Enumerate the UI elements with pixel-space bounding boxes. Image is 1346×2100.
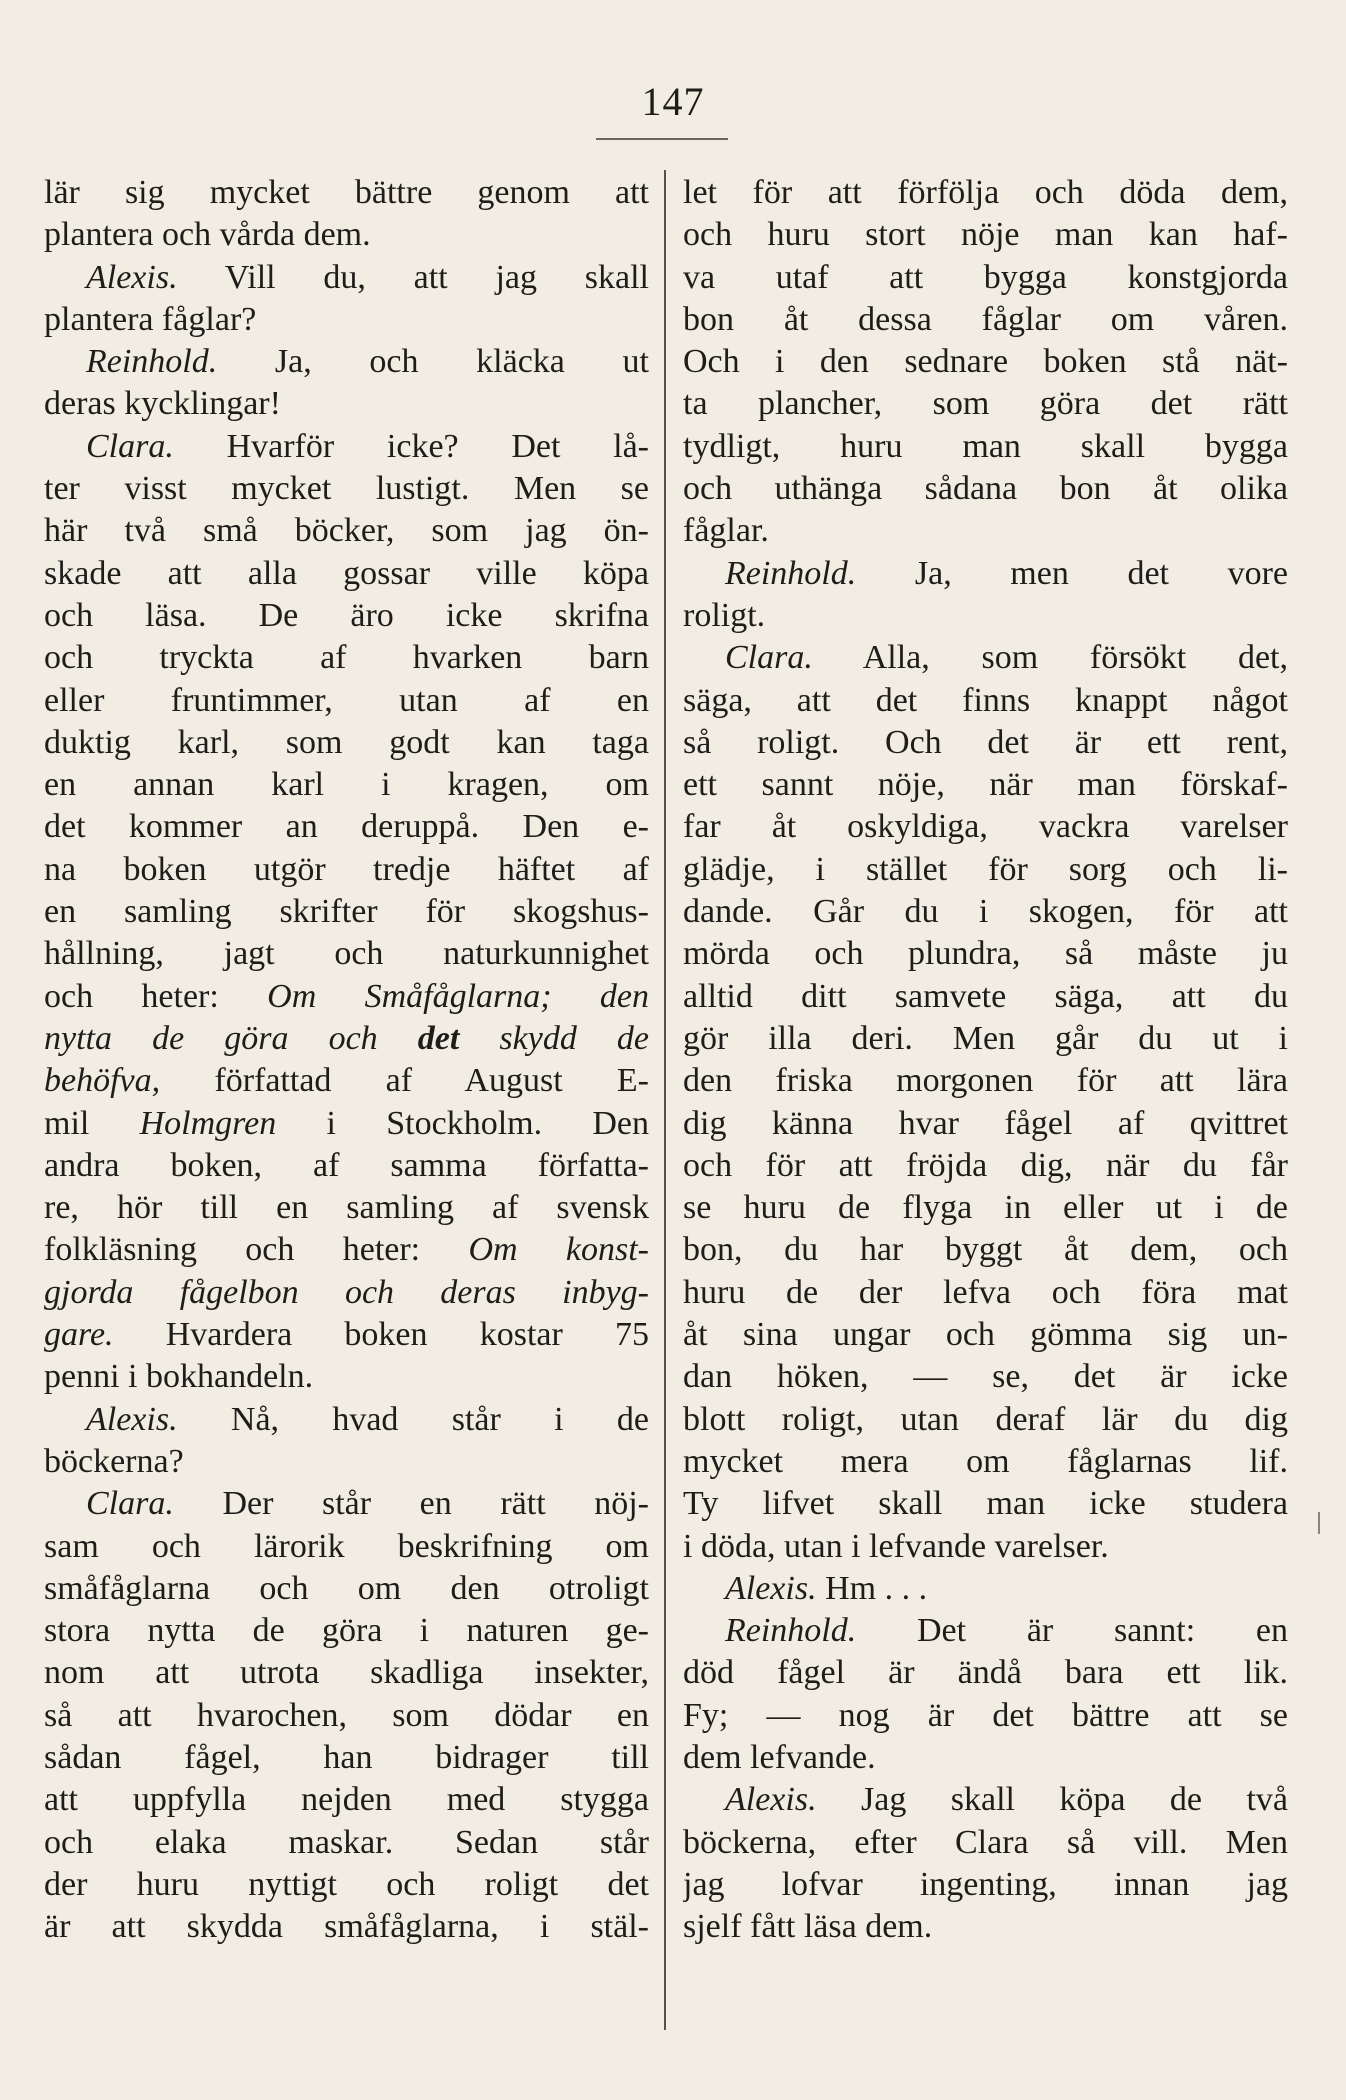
text-line [44, 595, 649, 637]
text-line [44, 257, 649, 299]
text-segment: duktig karl, som godt kan taga [44, 723, 649, 761]
text-line [44, 1272, 649, 1314]
text-segment: gare. [44, 1316, 114, 1354]
text-segment: den friska morgonen för att lära [683, 1062, 1288, 1100]
text-segment: i Stockholm. Den [276, 1104, 649, 1142]
header-rule [596, 138, 728, 140]
text-segment: sjelf fått läsa dem. [683, 1908, 933, 1946]
text-segment: sådan fågel, han bidrager till [44, 1738, 649, 1776]
text-line [44, 933, 649, 975]
text-line [683, 1652, 1288, 1694]
text-line [683, 1018, 1288, 1060]
text-line [44, 722, 649, 764]
text-segment: blott roligt, utan deraf lär du dig [683, 1400, 1288, 1438]
text-line [683, 426, 1288, 468]
text-segment: dande. Går du i skogen, för att [683, 893, 1288, 931]
text-segment: och huru stort nöje man kan haf- [683, 216, 1288, 254]
text-line [683, 806, 1288, 848]
text-line [44, 806, 649, 848]
text-line [44, 1187, 649, 1229]
text-line [683, 976, 1288, 1018]
text-line [683, 722, 1288, 764]
text-segment: Och i den sednare boken stå nät- [683, 343, 1288, 381]
text-segment: dan höken, — se, det är icke [683, 1358, 1288, 1396]
text-segment: så roligt. Och det är ett rent, [683, 723, 1288, 761]
text-line [44, 553, 649, 595]
text-segment: bon, du har byggt åt dem, och [683, 1231, 1288, 1269]
text-segment: mörda och plundra, så måste ju [683, 935, 1288, 973]
text-segment: se huru de flyga in eller ut i de [683, 1189, 1288, 1227]
text-line [44, 1229, 649, 1271]
text-line [683, 1145, 1288, 1187]
text-segment: är att skydda småfåglarna, i stäl- [44, 1908, 649, 1946]
text-line [44, 510, 649, 552]
text-segment: en samling skrifter för skogshus- [44, 893, 649, 931]
text-segment: bon åt dessa fåglar om våren. [683, 300, 1288, 338]
text-line [44, 1864, 649, 1906]
speaker-name: Alexis. [725, 1781, 817, 1819]
text-line [44, 299, 649, 341]
column-divider [664, 170, 666, 2030]
text-segment: penni i bokhandeln. [44, 1358, 314, 1396]
text-segment: mil [44, 1104, 140, 1142]
text-line [683, 1822, 1288, 1864]
text-line [683, 1399, 1288, 1441]
text-line [44, 849, 649, 891]
text-segment: sam och lärorik beskrifning om [44, 1527, 649, 1565]
text-line [683, 1272, 1288, 1314]
text-segment: andra boken, af samma författa- [44, 1146, 649, 1184]
text-segment: gör illa deri. Men går du ut i [683, 1019, 1288, 1057]
text-line [44, 637, 649, 679]
text-segment: det kommer an deruppå. Den e- [44, 808, 649, 846]
text-segment: alltid ditt samvete säga, att du [683, 977, 1288, 1015]
text-segment: Ja, men det vore [856, 554, 1288, 592]
text-segment: lär sig mycket bättre genom att [44, 174, 649, 211]
text-segment: behöfva, [44, 1062, 161, 1100]
text-segment: Hvardera boken kostar 75 [113, 1316, 649, 1354]
text-segment: na boken utgör tredje häftet af [44, 850, 649, 888]
text-segment: och för att fröjda dig, när du får [683, 1146, 1288, 1184]
text-line [683, 299, 1288, 341]
text-segment: författad af August E- [160, 1062, 649, 1100]
text-segment: ter visst mycket lustigt. Men se [44, 470, 649, 508]
text-segment: böckerna? [44, 1442, 184, 1480]
text-line [683, 1314, 1288, 1356]
text-segment: och läsa. De äro icke skrifna [44, 596, 649, 634]
text-line [683, 1906, 1288, 1948]
text-line [44, 1018, 649, 1060]
text-segment: i döda, utan i lefvande varelser. [683, 1527, 1109, 1565]
text-segment: Der står en rätt nöj- [173, 1485, 649, 1523]
text-line [683, 341, 1288, 383]
text-line [44, 764, 649, 806]
text-segment: död fågel är ändå bara ett lik. [683, 1654, 1288, 1692]
text-line [44, 680, 649, 722]
text-line [683, 214, 1288, 256]
speaker-name: Alexis. [725, 1569, 817, 1607]
text-segment: Fy; — nog är det bättre att se [683, 1696, 1288, 1734]
text-line [683, 1568, 1288, 1610]
text-line [44, 383, 649, 425]
text-segment: Alla, som försökt det, [812, 639, 1288, 677]
text-line [683, 1060, 1288, 1102]
text-segment: far åt oskyldiga, vackra varelser [683, 808, 1288, 846]
speaker-name: Clara. [86, 427, 174, 465]
text-segment: dig känna hvar fågel af qvittret [683, 1104, 1288, 1142]
text-line [44, 468, 649, 510]
text-line [683, 1779, 1288, 1821]
text-segment: eller fruntimmer, utan af en [44, 681, 649, 719]
text-line [683, 1483, 1288, 1525]
text-segment: och uthänga sådana bon åt olika [683, 470, 1288, 508]
text-line [683, 1356, 1288, 1398]
text-segment: åt sina ungar och gömma sig un- [683, 1316, 1288, 1354]
text-segment: Om konst- [468, 1231, 649, 1269]
text-line [44, 1441, 649, 1483]
text-segment: der huru nyttigt och roligt det [44, 1865, 649, 1903]
right-text-column [683, 172, 1288, 2052]
text-line [683, 595, 1288, 637]
text-segment: och elaka maskar. Sedan står [44, 1823, 649, 1861]
text-segment: att uppfylla nejden med stygga [44, 1781, 649, 1819]
text-segment: säga, att det finns knappt något [683, 681, 1288, 719]
text-segment: småfåglarna och om den otroligt [44, 1569, 649, 1607]
text-line [683, 933, 1288, 975]
text-segment: gjorda fågelbon och deras inbyg- [44, 1273, 649, 1311]
text-line [44, 1145, 649, 1187]
text-segment: stora nytta de göra i naturen ge- [44, 1612, 649, 1650]
text-line [683, 680, 1288, 722]
text-line [44, 1399, 649, 1441]
text-line [44, 1822, 649, 1864]
text-line [683, 637, 1288, 679]
text-segment: plantera fåglar? [44, 300, 257, 338]
text-line [44, 976, 649, 1018]
text-segment: plantera och vårda dem. [44, 216, 371, 254]
text-line [683, 257, 1288, 299]
text-line [44, 1103, 649, 1145]
text-segment: Vill du, att jag skall [177, 258, 649, 296]
text-segment: det [417, 1019, 460, 1057]
text-line [44, 214, 649, 256]
text-line [44, 1526, 649, 1568]
text-line [44, 1568, 649, 1610]
text-line [683, 1229, 1288, 1271]
text-line [683, 891, 1288, 933]
text-segment: skydd de [459, 1019, 649, 1057]
text-line [44, 1779, 649, 1821]
speaker-name: Clara. [86, 1485, 174, 1523]
text-line [683, 172, 1288, 214]
text-segment: Ty lifvet skall man icke studera [683, 1485, 1288, 1523]
text-line [683, 553, 1288, 595]
text-line [683, 1187, 1288, 1229]
text-segment: ta plancher, som göra det rätt [683, 385, 1288, 423]
text-line [683, 383, 1288, 425]
text-line [44, 426, 649, 468]
text-line [683, 764, 1288, 806]
text-segment: hållning, jagt och naturkunnighet [44, 935, 649, 973]
text-line [683, 1103, 1288, 1145]
speaker-name: Alexis. [86, 1400, 178, 1438]
text-line [683, 1864, 1288, 1906]
text-segment: let för att förfölja och döda dem, [683, 174, 1288, 211]
text-segment: fåglar. [683, 512, 769, 550]
text-segment: dem lefvande. [683, 1738, 876, 1776]
speaker-name: Clara. [725, 639, 813, 677]
text-line [683, 849, 1288, 891]
text-segment: folkläsning och heter: [44, 1231, 469, 1269]
text-segment: re, hör till en samling af svensk [44, 1189, 649, 1227]
text-segment: Ja, och kläcka ut [217, 343, 649, 381]
text-segment: ett sannt nöje, när man förskaf- [683, 766, 1288, 804]
text-segment: här två små böcker, som jag ön- [44, 512, 649, 550]
text-segment: glädje, i stället för sorg och li- [683, 850, 1288, 888]
speaker-name: Reinhold. [725, 1612, 857, 1650]
text-segment: Jag skall köpa de två [816, 1781, 1288, 1819]
text-segment: och heter: [44, 977, 268, 1015]
text-line [44, 172, 649, 214]
text-segment: deras kycklingar! [44, 385, 281, 423]
page-number: 147 [641, 79, 705, 124]
text-segment: böckerna, efter Clara så vill. Men [683, 1823, 1288, 1861]
text-line [683, 1526, 1288, 1568]
text-line [683, 510, 1288, 552]
text-line [683, 1441, 1288, 1483]
text-line [44, 1610, 649, 1652]
text-segment: huru de der lefva och föra mat [683, 1273, 1288, 1311]
text-line [44, 1314, 649, 1356]
margin-mark [1318, 1512, 1320, 1534]
text-segment: så att hvarochen, som dödar en [44, 1696, 649, 1734]
text-line [683, 468, 1288, 510]
text-segment: va utaf att bygga konstgjorda [683, 258, 1288, 296]
speaker-name: Alexis. [86, 258, 178, 296]
text-segment: och tryckta af hvarken barn [44, 639, 649, 677]
speaker-name: Reinhold. [86, 343, 218, 381]
text-line [683, 1695, 1288, 1737]
text-line [44, 1356, 649, 1398]
text-line [44, 341, 649, 383]
text-segment: skade att alla gossar ville köpa [44, 554, 649, 592]
text-segment: Nå, hvad står i de [177, 1400, 649, 1438]
text-segment: nom att utrota skadliga insekter, [44, 1654, 649, 1692]
text-line [44, 1906, 649, 1948]
text-segment: en annan karl i kragen, om [44, 766, 649, 804]
text-line [44, 1060, 649, 1102]
text-segment: Hvarför icke? Det lå- [173, 427, 649, 465]
text-segment: Om Småfåglarna; den [267, 977, 649, 1015]
text-line [44, 1483, 649, 1525]
text-segment: nytta de göra och [44, 1019, 418, 1057]
text-segment: Hm . . . [816, 1569, 928, 1607]
text-line [683, 1610, 1288, 1652]
left-text-column [44, 172, 649, 2052]
text-segment: Holmgren [139, 1104, 277, 1142]
text-line [44, 891, 649, 933]
text-segment: jag lofvar ingenting, innan jag [683, 1865, 1288, 1903]
text-segment: mycket mera om fåglarnas lif. [683, 1442, 1288, 1480]
text-segment: tydligt, huru man skall bygga [683, 427, 1288, 465]
speaker-name: Reinhold. [725, 554, 857, 592]
text-line [44, 1652, 649, 1694]
text-line [44, 1737, 649, 1779]
text-line [683, 1737, 1288, 1779]
text-segment: roligt. [683, 596, 766, 634]
text-line [44, 1695, 649, 1737]
text-segment: Det är sannt: en [856, 1612, 1288, 1650]
